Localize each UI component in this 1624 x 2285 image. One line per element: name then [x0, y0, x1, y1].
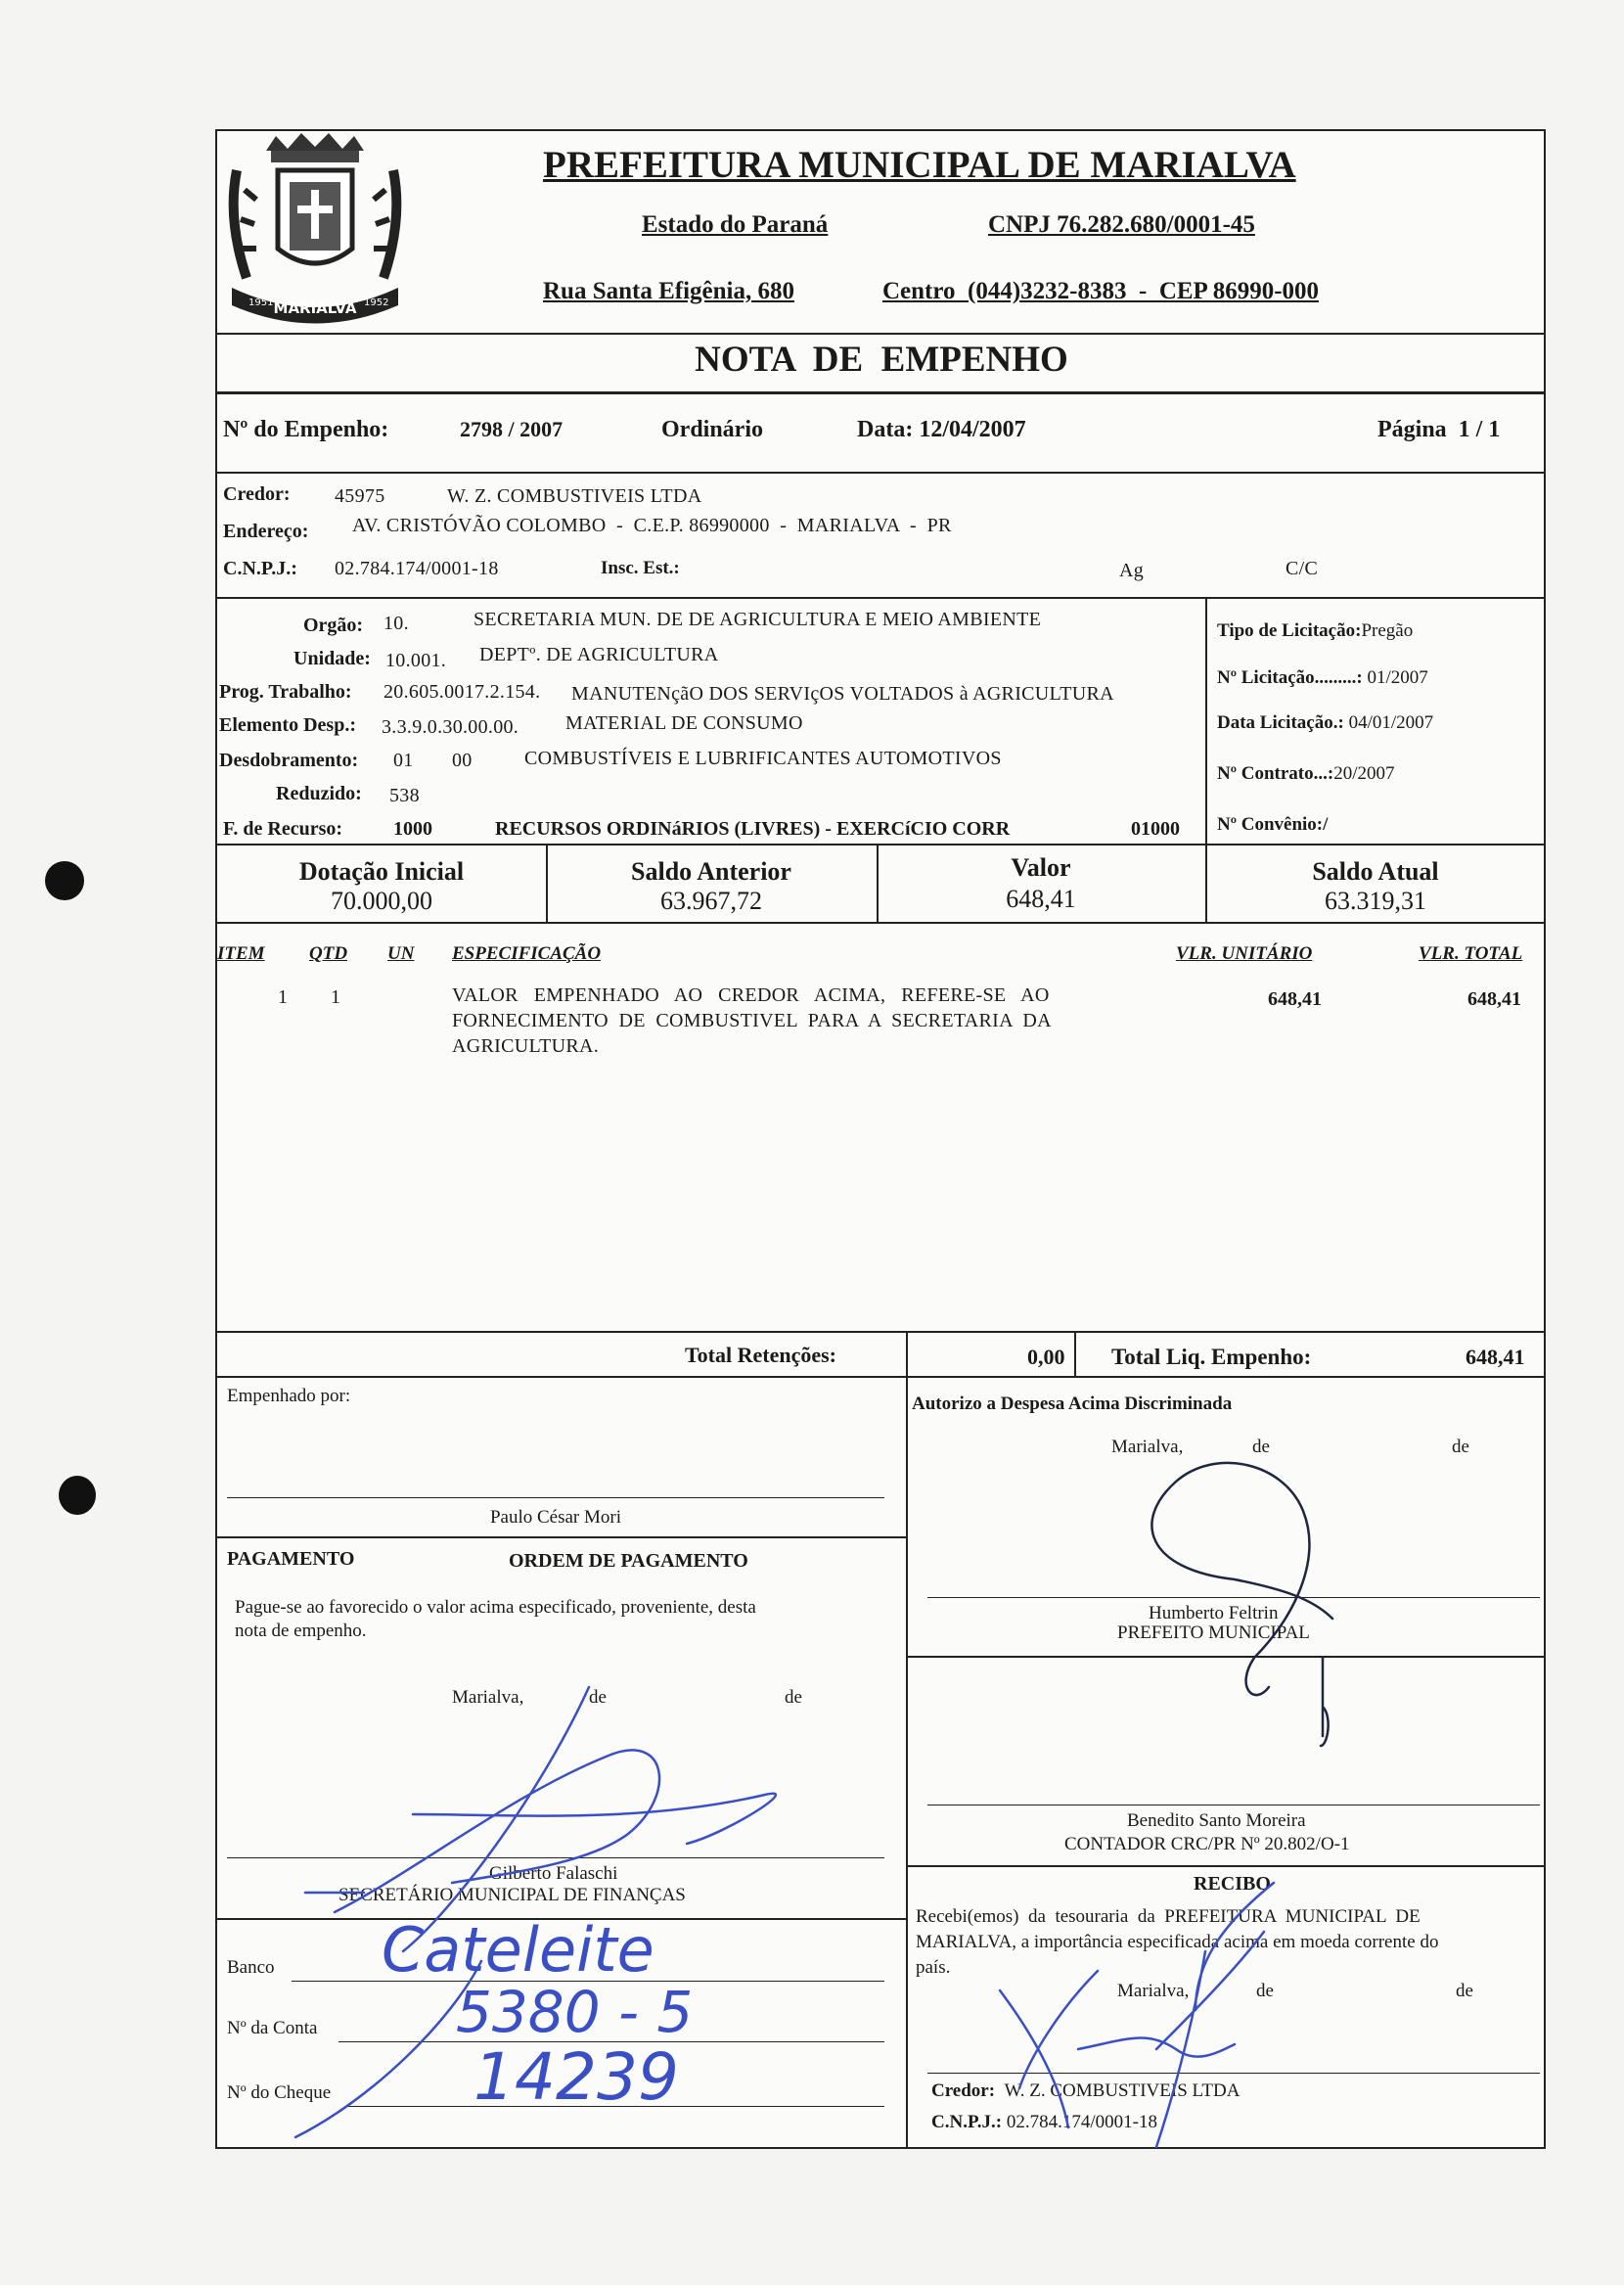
recibo-credor: Credor: W. Z. COMBUSTIVEIS LTDA: [931, 2080, 1241, 2101]
endereco-value: AV. CRISTÓVÃO COLOMBO - C.E.P. 86990000 - MARIALVA - PR: [352, 515, 952, 536]
desdobramento-code1: 01: [393, 750, 414, 771]
recibo-de2: de: [1456, 1981, 1473, 2001]
autorizo-city: Marialva,: [1111, 1437, 1184, 1457]
recibo-de1: de: [1256, 1981, 1274, 2001]
orgao-desc: SECRETARIA MUN. DE DE AGRICULTURA E MEIO AMBIENTE: [474, 609, 1042, 630]
svg-text:1952: 1952: [364, 297, 389, 308]
empenho-number: 2798 / 2007: [460, 417, 564, 441]
row-spec-line1: VALOR EMPENHADO AO CREDOR ACIMA, REFERE-SE AO: [452, 984, 1050, 1006]
empenho-date: Data: 12/04/2007: [857, 417, 1026, 442]
row-vlr-total: 648,41: [1467, 988, 1521, 1010]
col-vlr-total: VLR. TOTAL: [1419, 943, 1523, 964]
dotacao-value: 70.000,00: [331, 887, 432, 915]
dotacao-label: Dotação Inicial: [298, 857, 465, 886]
convenio-numero: Nº Convênio:/: [1217, 814, 1329, 835]
contador-role: CONTADOR CRC/PR Nº 20.802/O-1: [1064, 1834, 1350, 1854]
secretario-signature: [305, 1687, 776, 1951]
municipal-cnpj: CNPJ 76.282.680/0001-45: [988, 211, 1255, 238]
orgao-code: 10.: [383, 613, 409, 634]
recurso-desc: RECURSOS ORDINáRIOS (LIVRES) - EXERCíCIO CORR: [495, 818, 1011, 840]
svg-text:1951: 1951: [248, 297, 274, 308]
licitacao-data: Data Licitação.: 04/01/2007: [1217, 712, 1434, 733]
recurso-code: 1000: [393, 818, 432, 840]
row-spec-line2: FORNECIMENTO DE COMBUSTIVEL PARA A SECRETARIA DA: [452, 1010, 1052, 1031]
ordem-pagamento-label: ORDEM DE PAGAMENTO: [509, 1550, 748, 1572]
col-vlr-unitario: VLR. UNITÁRIO: [1176, 943, 1313, 964]
autorizo-de1: de: [1252, 1437, 1270, 1457]
saldo-atual-label: Saldo Atual: [1312, 857, 1439, 886]
desdobramento-label: Desdobramento:: [219, 750, 359, 771]
secretario-role: SECRETÁRIO MUNICIPAL DE FINANÇAS: [338, 1885, 686, 1905]
recurso-label: F. de Recurso:: [223, 818, 343, 840]
state-name: Estado do Paraná: [642, 211, 829, 238]
cheque-handwritten: 14239: [474, 2039, 679, 2115]
unidade-desc: DEPTº. DE AGRICULTURA: [479, 644, 719, 665]
contador-name: Benedito Santo Moreira: [1127, 1810, 1306, 1831]
ag-label: Ag: [1119, 560, 1145, 581]
total-liq-label: Total Liq. Empenho:: [1111, 1345, 1312, 1369]
cheque-label: Nº do Cheque: [227, 2082, 332, 2103]
orgao-label: Orgão:: [303, 615, 364, 636]
saldo-atual-value: 63.319,31: [1325, 887, 1426, 915]
empenhado-label: Empenhado por:: [227, 1386, 351, 1406]
prefeito-signature: [1151, 1463, 1332, 1746]
valor-label: Valor: [1011, 853, 1071, 882]
handwritten-signatures: [217, 131, 1548, 2151]
unidade-code: 10.001.: [385, 650, 447, 671]
recibo-city: Marialva,: [1117, 1981, 1190, 2001]
recibo-label: RECIBO: [1194, 1873, 1271, 1895]
empenho-form: [215, 129, 1546, 2149]
document-title: NOTA DE EMPENHO: [695, 340, 1068, 380]
col-un: UN: [387, 943, 415, 964]
municipal-address: Rua Santa Efigênia, 680: [543, 278, 794, 304]
cc-label: C/C: [1286, 558, 1319, 579]
valor-value: 648,41: [1006, 885, 1076, 913]
licitacao-numero: Nº Licitação.........: 01/2007: [1217, 667, 1428, 688]
saldo-anterior-value: 63.967,72: [660, 887, 762, 915]
recibo-text-line3: país.: [916, 1957, 951, 1978]
conta-handwritten: 5380 - 5: [456, 1979, 694, 2045]
total-retencoes-label: Total Retenções:: [685, 1343, 836, 1367]
endereco-label: Endereço:: [223, 521, 309, 542]
reduzido-label: Reduzido:: [276, 783, 362, 804]
secretario-name: Gilberto Falaschi: [489, 1863, 618, 1884]
pagamento-de2: de: [785, 1687, 802, 1708]
municipality-title: PREFEITURA MUNICIPAL DE MARIALVA: [543, 144, 1296, 186]
page-number: Página 1 / 1: [1377, 417, 1501, 442]
empenho-label: Nº do Empenho:: [223, 417, 389, 442]
pagamento-de1: de: [589, 1687, 607, 1708]
prog-trabalho-code: 20.605.0017.2.154.: [383, 681, 541, 703]
conta-label: Nº da Conta: [227, 2018, 318, 2038]
autorizo-label: Autorizo a Despesa Acima Discriminada: [912, 1394, 1233, 1414]
contrato-numero: Nº Contrato...:20/2007: [1217, 763, 1395, 784]
recibo-signature: [1000, 1883, 1274, 2147]
punch-hole-bottom: [59, 1476, 96, 1515]
banco-label: Banco: [227, 1957, 275, 1978]
col-qtd: QTD: [309, 943, 348, 964]
credor-code: 45975: [335, 485, 385, 507]
row-qtd: 1: [331, 986, 341, 1008]
desdobramento-code2: 00: [452, 750, 473, 771]
pagamento-text-line1: Pague-se ao favorecido o valor acima especificado, proveniente, desta: [235, 1597, 756, 1618]
elemento-code: 3.3.9.0.30.00.00.: [382, 716, 519, 738]
col-item: ITEM: [217, 943, 265, 964]
pagamento-text-line2: nota de empenho.: [235, 1621, 367, 1641]
row-vlr-unitario: 648,41: [1268, 988, 1322, 1010]
prefeito-role: PREFEITO MUNICIPAL: [1117, 1622, 1310, 1643]
municipal-contact: Centro (044)3232-8383 - CEP 86990-000: [882, 278, 1320, 304]
prog-trabalho-desc: MANUTENçãO DOS SERVIçOS VOLTADOS à AGRICULTURA: [571, 683, 1114, 705]
credor-label: Credor:: [223, 483, 291, 505]
banco-underline-mark: [295, 1961, 481, 2137]
total-retencoes-value: 0,00: [1027, 1345, 1065, 1369]
recibo-cnpj: C.N.P.J.: 02.784.174/0001-18: [931, 2112, 1157, 2132]
credor-cnpj-label: C.N.P.J.:: [223, 558, 297, 579]
banco-handwritten: Cateleite: [382, 1914, 654, 1986]
reduzido-value: 538: [389, 785, 420, 806]
unidade-label: Unidade:: [293, 648, 371, 669]
licitacao-tipo: Tipo de Licitação:Pregão: [1217, 620, 1414, 641]
recurso-num: 01000: [1131, 818, 1180, 840]
row-spec-line3: AGRICULTURA.: [452, 1035, 600, 1057]
recibo-text-line2: MARIALVA, a importância especificada acima em moeda corrente do: [916, 1932, 1439, 1952]
prog-trabalho-label: Prog. Trabalho:: [219, 681, 352, 703]
col-especificacao: ESPECIFICAÇÃO: [452, 943, 602, 964]
elemento-label: Elemento Desp.:: [219, 714, 356, 736]
pagamento-label: PAGAMENTO: [227, 1548, 355, 1570]
pagamento-city: Marialva,: [452, 1687, 524, 1708]
credor-name: W. Z. COMBUSTIVEIS LTDA: [447, 485, 702, 507]
total-liq-value: 648,41: [1466, 1345, 1525, 1369]
desdobramento-desc: COMBUSTÍVEIS E LUBRIFICANTES AUTOMOTIVOS: [524, 748, 1002, 769]
credor-cnpj: 02.784.174/0001-18: [335, 558, 499, 579]
insc-est-label: Insc. Est.:: [601, 558, 680, 578]
punch-hole-top: [45, 861, 84, 900]
empenho-type: Ordinário: [661, 417, 764, 442]
prefeito-name: Humberto Feltrin: [1149, 1603, 1279, 1623]
saldo-anterior-label: Saldo Anterior: [631, 857, 791, 886]
recibo-text-line1: Recebi(emos) da tesouraria da PREFEITURA MUNICIPAL DE: [916, 1906, 1421, 1927]
svg-text:MARIALVA: MARIALVA: [273, 299, 357, 317]
autorizo-de2: de: [1452, 1437, 1469, 1457]
empenhado-name: Paulo César Mori: [489, 1507, 622, 1528]
elemento-desc: MATERIAL DE CONSUMO: [565, 712, 803, 734]
row-item: 1: [278, 986, 289, 1008]
